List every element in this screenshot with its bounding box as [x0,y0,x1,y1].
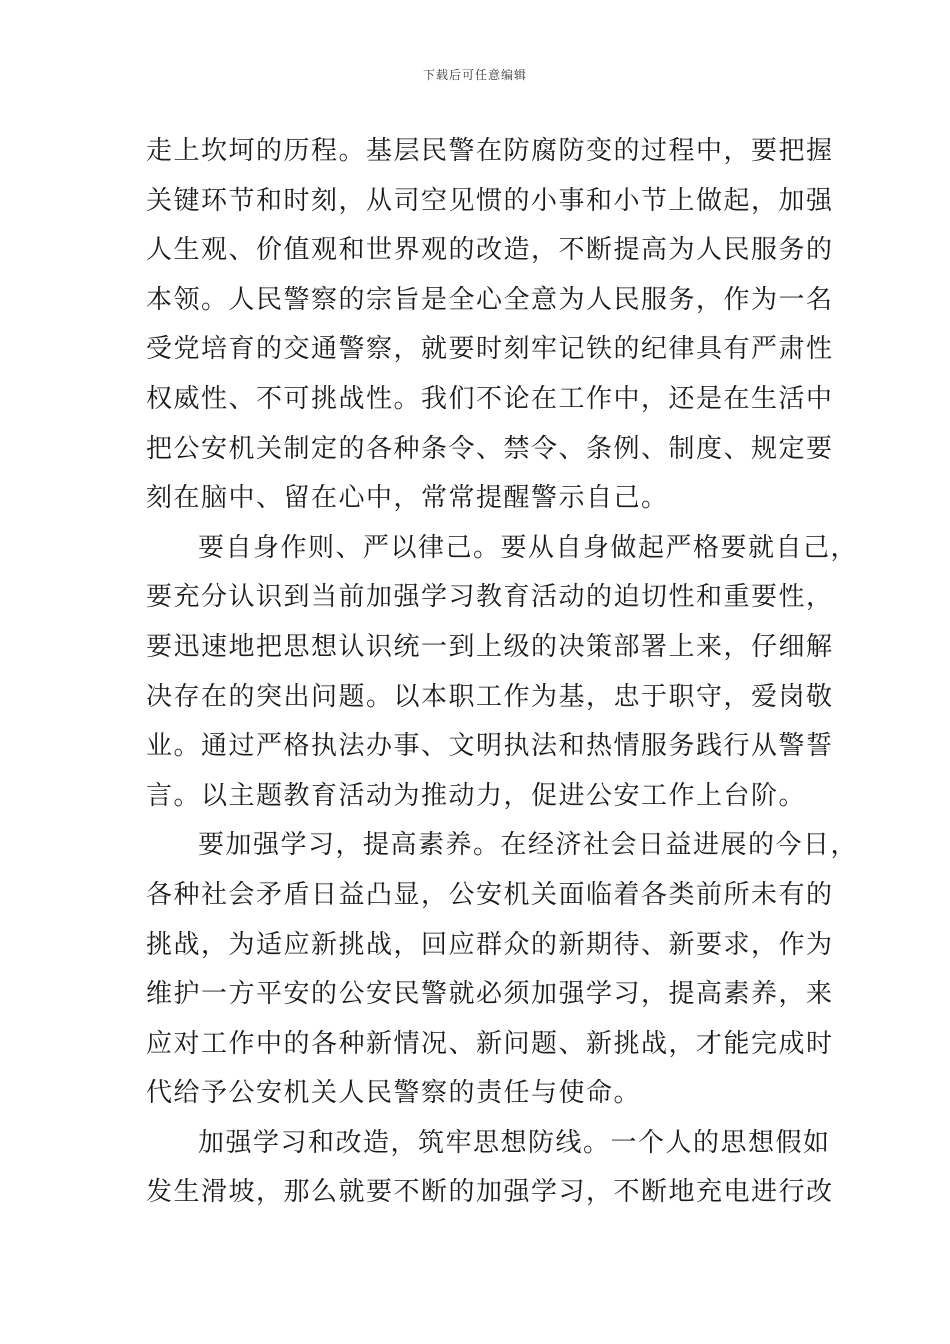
text-line: 挑战，为适应新挑战，回应群众的新期待、新要求，作为 [146,929,834,960]
paragraph-first-line: 加强学习和改造，筑牢思想防线。一个人的思想假如 [198,1127,831,1158]
text-line: 要迅速地把思想认识统一到上级的决策部署上来，仔细解 [146,631,834,662]
paragraph-first-line: 要自身作则、严以律己。要从自身做起严格要就自己， [198,532,859,563]
text-line: 决存在的突出问题。以本职工作为基，忠于职守，爱岗敬 [146,681,834,712]
page-header: 下载后可任意编辑 [422,68,527,82]
text-line: 代给予公安机关人民警察的责任与使命。 [146,1078,642,1109]
text-line: 关键环节和时刻，从司空见惯的小事和小节上做起，加强 [146,185,834,216]
paragraph-first-line: 要加强学习，提高素养。在经济社会日益进展的今日， [198,830,859,861]
text-line: 言。以主题教育活动为推动力，促进公安工作上台阶。 [146,780,807,811]
text-line: 把公安机关制定的各种条令、禁令、条例、制度、规定要 [146,433,834,464]
document-body [146,127,859,1218]
text-line: 权威性、不可挑战性。我们不论在工作中，还是在生活中 [146,383,834,414]
text-line: 发生滑坡，那么就要不断的加强学习，不断地充电进行改 [146,1177,834,1208]
text-line: 业。通过严格执法办事、文明执法和热情服务践行从警誓 [146,731,834,762]
text-line: 本领。人民警察的宗旨是全心全意为人民服务，作为一名 [146,284,834,315]
text-line: 各种社会矛盾日益凸显，公安机关面临着各类前所未有的 [146,879,834,910]
text-line: 人生观、价值观和世界观的改造，不断提高为人民服务的 [146,235,834,266]
text-line: 走上坎坷的历程。基层民警在防腐防变的过程中，要把握 [146,136,834,166]
text-line: 受党培育的交通警察，就要时刻牢记铁的纪律具有严肃性 [146,334,834,365]
text-line: 应对工作中的各种新情况、新问题、新挑战，才能完成时 [146,1028,834,1059]
text-line: 刻在脑中、留在心中，常常提醒警示自己。 [146,483,669,514]
text-line: 维护一方平安的公安民警就必须加强学习，提高素养，来 [146,979,834,1010]
text-line: 要充分认识到当前加强学习教育活动的迫切性和重要性， [146,582,834,613]
